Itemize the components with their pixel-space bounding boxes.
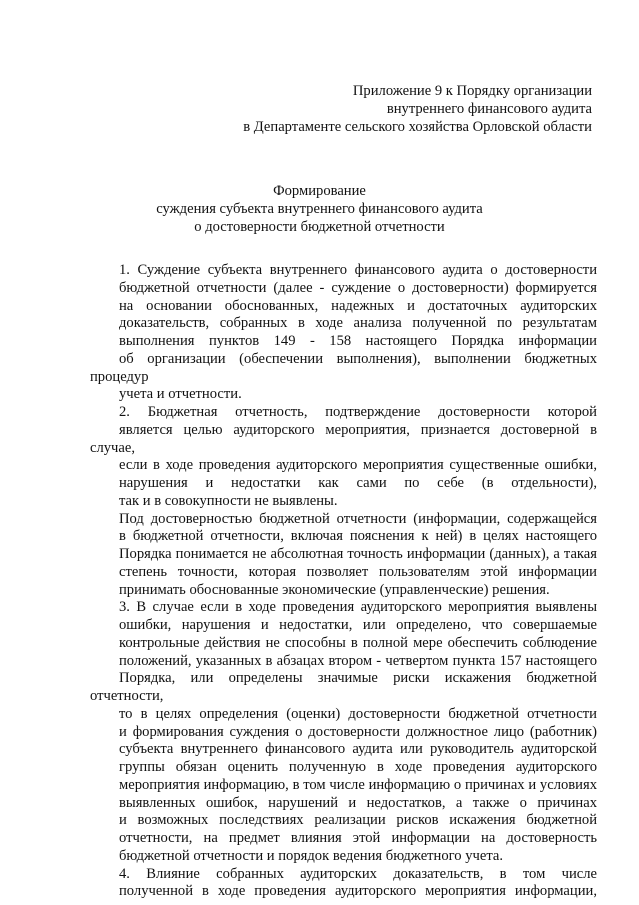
paragraph-line: об организации (обеспечении выполнения), выполнении бюджетных процедур xyxy=(90,350,597,385)
paragraph xyxy=(90,599,597,865)
paragraph xyxy=(90,866,597,902)
paragraph-line: степень точности, которая позволяет пользователям этой информации xyxy=(119,563,597,580)
document-body xyxy=(90,262,597,901)
paragraph-line: выполнения пунктов 149 - 158 настоящего Порядка информации xyxy=(119,333,597,349)
paragraph-line: бюджетной отчетности и порядок ведения бюджетного учета. xyxy=(119,847,504,864)
paragraph-line: выявленных ошибок, нарушений и недостатков, а также о причинах xyxy=(119,794,597,811)
document-title xyxy=(0,182,639,236)
paragraph-line: ошибки, нарушения и недостатки, или определено, что совершаемые xyxy=(119,617,597,633)
paragraph-line: нарушения и недостатки как сами по себе (в отдельности), xyxy=(119,475,597,491)
paragraph-line: принимать обоснованные экономические (управленческие) решения. xyxy=(119,581,550,598)
paragraph-line: 3. В случае если в ходе проведения аудиторского мероприятия выявлены xyxy=(119,599,597,616)
paragraph xyxy=(90,262,597,404)
paragraph-line: мероприятия информацию, в том числе информацию о причинах и условиях xyxy=(119,776,597,793)
paragraph-line: так и в совокупности не выявлены. xyxy=(119,492,338,509)
appendix-line: внутреннего финансового аудита xyxy=(386,101,592,117)
paragraph xyxy=(90,404,597,511)
paragraph-line: на основании обоснованных, надежных и достаточных аудиторских xyxy=(119,297,597,314)
paragraph-line: учета и отчетности. xyxy=(119,386,242,403)
paragraph-line: 1. Суждение субъекта внутреннего финансового аудита о достоверности xyxy=(119,262,597,278)
paragraph-line: контрольные действия не способны в полной мере обеспечить соблюдение xyxy=(119,634,597,651)
paragraph-line: является целью аудиторского мероприятия, признается достоверной в случае, xyxy=(90,421,597,456)
paragraph-line: Под достоверностью бюджетной отчетности (информации, содержащейся xyxy=(119,510,597,527)
paragraph-line: 4. Влияние собранных аудиторских доказательств, в том числе xyxy=(119,865,597,882)
paragraph-line: и возможных последствиях реализации рисков искажения бюджетной xyxy=(119,812,597,829)
title-line: суждения субъекта внутреннего финансового аудита xyxy=(156,201,483,217)
title-line: о достоверности бюджетной отчетности xyxy=(194,219,445,235)
paragraph-line: Порядка, или определены значимые риски искажения бюджетной отчетности, xyxy=(90,670,597,704)
paragraph-line: доказательств, собранных в ходе анализа полученной по результатам xyxy=(119,315,597,332)
paragraph-line: субъекта внутреннего финансового аудита или руководитель аудиторской xyxy=(119,741,597,758)
appendix-header xyxy=(172,82,592,136)
paragraph-line: Порядка понимается не абсолютная точность информации (данных), а такая xyxy=(119,546,597,562)
paragraph-line: бюджетной отчетности (далее - суждение о достоверности) формируется xyxy=(119,279,597,296)
paragraph-line: положений, указанных в абзацах втором - четвертом пункта 157 настоящего xyxy=(119,652,597,669)
title-line: Формирование xyxy=(273,183,366,199)
paragraph-line: полученной в ходе проведения аудиторского мероприятия информации, xyxy=(119,883,597,900)
paragraph-line: если в ходе проведения аудиторского мероприятия существенные ошибки, xyxy=(119,457,597,474)
paragraph xyxy=(90,511,597,600)
paragraph-line: и формирования суждения о достоверности должностное лицо (работник) xyxy=(119,723,597,740)
paragraph-line: 2. Бюджетная отчетность, подтверждение достоверности которой xyxy=(119,404,597,420)
paragraph-line: группы обязан оценить полученную в ходе проведения аудиторского xyxy=(119,759,597,775)
paragraph-line: то в целях определения (оценки) достоверности бюджетной отчетности xyxy=(119,705,597,722)
appendix-line: Приложение 9 к Порядку организации xyxy=(352,83,592,99)
appendix-line: в Департаменте сельского хозяйства Орловской области xyxy=(243,119,592,135)
paragraph-line: отчетности, на предмет влияния этой информации на достоверность xyxy=(119,830,597,846)
paragraph-line: в бюджетной отчетности, включая пояснения к ней) в целях настоящего xyxy=(119,528,597,545)
